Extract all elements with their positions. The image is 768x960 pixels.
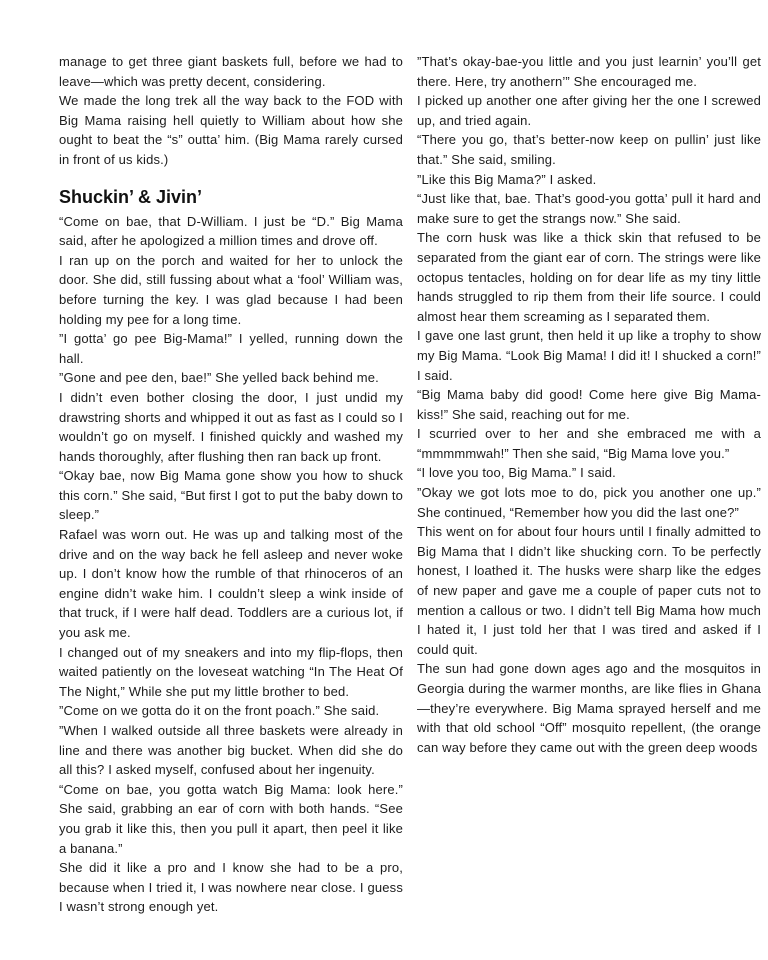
- paragraph: ”Come on we gotta do it on the front poach.” She said.: [59, 703, 380, 719]
- paragraph: I didn’t even bother closing the door, I just undid my drawstring shorts and whipped it out as fast as I could so I wouldn’t go on myself. I finished quickly and washed my hands thoroughly, after flushing then ran back up front.: [59, 389, 403, 464]
- paragraph: The corn husk was like a thick skin that refused to be separated from the giant ear of corn. The strings were like octopus tentacles, holding on for dear life as my tiny little hands struggled to rip them from their life source. I could almost hear them screaming as I separated them.: [417, 230, 761, 324]
- paragraph: ”Okay we got lots moe to do, pick you another one up.” She continued, “Remember how you did the last one?”: [417, 485, 761, 520]
- paragraph: “Okay bae, now Big Mama gone show you how to shuck this corn.” She said, “But first I got to put the baby down to sleep.”: [59, 468, 403, 523]
- paragraph: I scurried over to her and she embraced me with a “mmmmmwah!” Then she said, “Big Mama love you.”: [417, 426, 761, 461]
- paragraph: “Come on bae, that D-William. I just be “D.” Big Mama said, after he apologized a million times and drove off.: [59, 213, 403, 249]
- paragraph: “There you go, that’s better-now keep on pullin’ just like that.” She said, smiling.: [417, 132, 761, 167]
- paragraph: I gave one last grunt, then held it up like a trophy to show my Big Mama. “Look Big Mama! I did it! I shucked a corn!” I said.: [417, 328, 761, 383]
- paragraph: The sun had gone down ages ago and the mosquitos in Georgia during the warmer months, are like flies in Ghana—they’re everywhere. Big Mama sprayed herself and me with that old school “Off” mosquito repellent, (the orange can way before they came out with the green deep woods: [417, 661, 761, 755]
- left-column: [59, 52, 403, 917]
- paragraph: “Just like that, bae. That’s good-you gotta’ pull it hard and make sure to get the strangs now.” She said.: [417, 191, 761, 226]
- paragraph: manage to get three giant baskets full, before we had to leave—which was pretty decent, considering.: [59, 54, 403, 89]
- paragraph: ”When I walked outside all three baskets were already in line and there was another big bucket. When did she do all this? I asked myself, confused about her ingenuity.: [59, 723, 403, 778]
- paragraph: We made the long trek all the way back to the FOD with Big Mama raising hell quietly to William about how she ought to beat the “s” outta’ him. (Big Mama rarely cursed in front of us kids.): [59, 93, 403, 167]
- paragraph: ”Gone and pee den, bae!” She yelled back behind me.: [59, 370, 379, 386]
- paragraph: She did it like a pro and I know she had to be a pro, because when I tried it, I was nowhere near close. I guess I wasn’t strong enough yet.: [59, 860, 403, 915]
- paragraph: I ran up on the porch and waited for her to unlock the door. She did, still fussing about what a ‘fool’ William was, before turning the key. I was glad because I had been holding my pee for a long time.: [59, 252, 403, 327]
- paragraph: I changed out of my sneakers and into my flip-flops, then waited patiently on the loveseat watching “In The Heat Of The Night,” While she put my little brother to bed.: [59, 644, 403, 699]
- paragraph: ”I gotta’ go pee Big-Mama!” I yelled, running down the hall.: [59, 331, 403, 366]
- section-heading: Shuckin’ & Jivin’: [59, 186, 203, 207]
- paragraph: This went on for about four hours until I finally admitted to Big Mama that I didn’t like shucking corn. To be perfectly honest, I loathed it. The husks were sharp like the edges of new paper and gave me a couple of paper cuts not to mention a callous or two. I didn’t tell Big Mama how much I hated it, I just told her that I was tired and asked if I could quit.: [417, 524, 761, 657]
- paragraph: “Come on bae, you gotta watch Big Mama: look here.” She said, grabbing an ear of corn with both hands. “See you grab it like this, then you pull it apart, then peel it like a banana.”: [59, 781, 403, 856]
- paragraph: ”Like this Big Mama?” I asked.: [417, 171, 597, 187]
- paragraph: ”That’s okay-bae-you little and you just learnin’ you’ll get there. Here, try anothern’” She encouraged me.: [417, 54, 761, 89]
- right-column: [417, 52, 761, 757]
- paragraph: Rafael was worn out. He was up and talking most of the drive and on the way back he fell asleep and never woke up. I don’t know how the rumble of that rhinoceros of an engine didn’t wake him. I couldn’t sleep a wink inside of that truck, if I were half dead. Toddlers are a curious lot, if you ask me.: [59, 527, 403, 641]
- paragraph: I picked up another one after giving her the one I screwed up, and tried again.: [417, 93, 761, 128]
- paragraph: “I love you too, Big Mama.” I said.: [417, 465, 616, 481]
- paragraph: “Big Mama baby did good! Come here give Big Mama-kiss!” She said, reaching out for me.: [417, 387, 761, 422]
